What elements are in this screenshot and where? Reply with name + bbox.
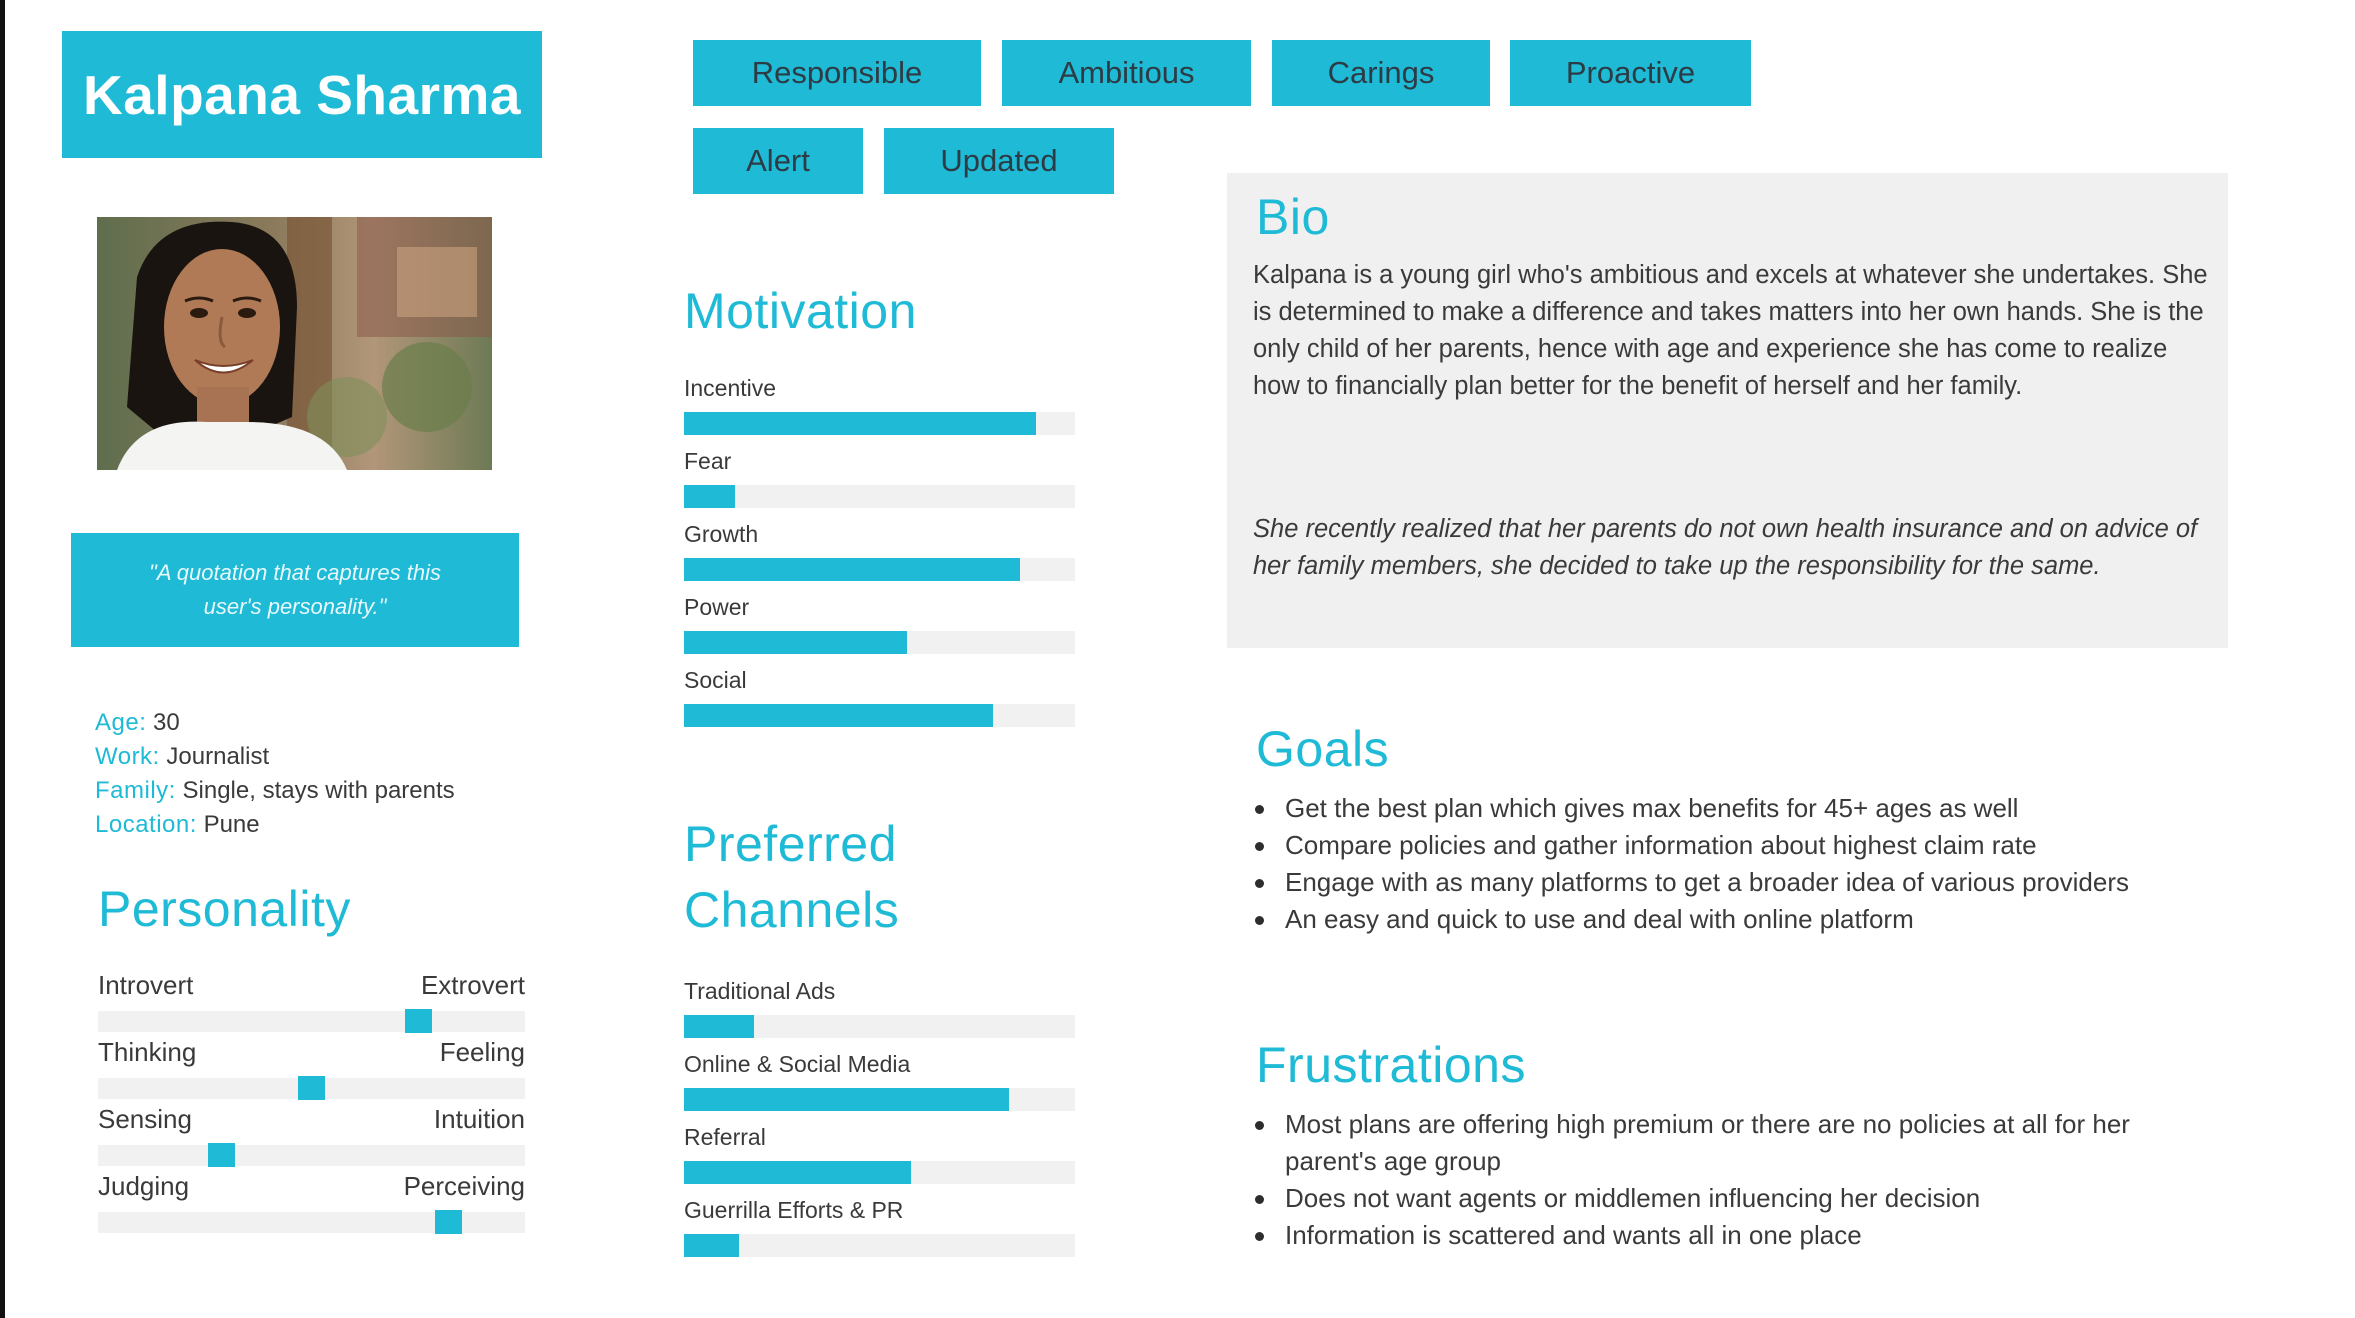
persona-name: Kalpana Sharma (82, 63, 521, 126)
bar-label: Guerrilla Efforts & PR (684, 1197, 904, 1223)
fact-work (95, 740, 535, 774)
fact-key: Work: (95, 743, 160, 770)
channel-item (684, 1197, 1075, 1270)
trait-tag (1002, 40, 1251, 106)
personality-scale (98, 1037, 525, 1104)
fact-value: Journalist (166, 743, 270, 770)
bar-fill (684, 1088, 1009, 1111)
scale-left-label: Thinking (98, 1037, 197, 1067)
bar-fill (684, 1015, 754, 1038)
bio-text: Kalpana is a young girl who's ambitious and excels at whatever she undertakes. She is determined to make a difference and takes matters into her own hands. She is the only child of her parents, hence with age and experience she has come to realize how to financially plan better for the benefit of herself and her family. (1253, 261, 2208, 400)
goal-text: Get the best plan which gives max benefits for 45+ ages as well (1285, 793, 2019, 823)
frustration-text: Does not want agents or middlemen influencing her decision (1285, 1183, 1981, 1213)
motivation-item (684, 448, 1075, 521)
list-item (1253, 1180, 2183, 1217)
portrait-image (97, 217, 492, 470)
fact-key: Location: (95, 811, 197, 838)
bullet-icon (1255, 1121, 1264, 1130)
channels-title-line1: Preferred (684, 816, 897, 872)
bar-track (684, 704, 1075, 727)
scale-left-label: Sensing (98, 1104, 192, 1134)
scale-marker (298, 1076, 325, 1100)
frustration-text: Most plans are offering high premium or there are no policies at all for her parent's age group (1285, 1109, 2130, 1176)
scale-right-label: Extrovert (420, 970, 525, 1000)
bar-track (684, 412, 1075, 435)
trait-tag (1272, 40, 1490, 106)
bar-fill (684, 631, 907, 654)
fact-value: Pune (203, 811, 260, 838)
bio-title: Bio (1256, 189, 1330, 245)
list-item (1253, 901, 2213, 938)
personality-scale (98, 1171, 525, 1238)
motivation-item (684, 521, 1075, 594)
bar-fill (684, 412, 1036, 435)
goal-text: An easy and quick to use and deal with online platform (1285, 904, 1914, 934)
personality-scale (98, 1104, 525, 1171)
bio-italic-text: She recently realized that her parents do not own health insurance and on advice of her family members, she decided to take up the responsibility for the same. (1253, 515, 2198, 580)
scale-left-label: Judging (98, 1171, 190, 1201)
bar-track (684, 1161, 1075, 1184)
bullet-icon (1255, 1232, 1264, 1241)
trait-tag (693, 128, 863, 194)
bar-label: Referral (684, 1124, 766, 1150)
goals-list (1253, 790, 2213, 938)
bar-label: Growth (684, 521, 759, 547)
list-item (1253, 1217, 2183, 1254)
channel-item (684, 1124, 1075, 1197)
bar-track (684, 558, 1075, 581)
bar-fill (684, 704, 993, 727)
trait-label: Ambitious (1058, 55, 1195, 90)
goals-title: Goals (1256, 721, 1390, 777)
motivation-title: Motivation (684, 283, 917, 339)
bar-track (684, 631, 1075, 654)
list-item (1253, 827, 2213, 864)
motivation-item (684, 667, 1075, 740)
bar-track (684, 1015, 1075, 1038)
scale-marker (435, 1210, 462, 1234)
bar-label: Incentive (684, 375, 777, 401)
bar-label: Power (684, 594, 750, 620)
bar-fill (684, 485, 735, 508)
persona-name-banner (62, 31, 542, 158)
bullet-icon (1255, 805, 1264, 814)
trait-label: Alert (746, 143, 810, 178)
goal-text: Engage with as many platforms to get a broader idea of various providers (1285, 867, 2130, 897)
scale-marker (208, 1143, 235, 1167)
personality-scale (98, 970, 525, 1037)
persona-quote-box (71, 533, 519, 647)
fact-value: 30 (153, 709, 180, 736)
fact-location (95, 808, 535, 842)
bar-fill (684, 558, 1020, 581)
frustrations-title: Frustrations (1256, 1037, 1526, 1093)
personality-title: Personality (98, 881, 351, 937)
trait-label: Proactive (1565, 55, 1696, 90)
goal-text: Compare policies and gather information about highest claim rate (1285, 830, 2037, 860)
scale-track (98, 1145, 525, 1166)
bullet-icon (1255, 916, 1264, 925)
persona-photo (97, 217, 492, 470)
persona-quote: "A quotation that captures this user's personality." (149, 560, 441, 619)
bar-track (684, 485, 1075, 508)
fact-value: Single, stays with parents (182, 777, 455, 804)
channels-bars (684, 978, 1075, 1270)
bullet-icon (1255, 879, 1264, 888)
channels-title-line2: Channels (684, 882, 900, 938)
scale-right-label: Intuition (433, 1104, 525, 1134)
bar-label: Traditional Ads (684, 978, 836, 1004)
list-item (1253, 1106, 2183, 1180)
scale-track (98, 1011, 525, 1032)
trait-tag (1510, 40, 1751, 106)
list-item (1253, 864, 2213, 901)
scale-track (98, 1212, 525, 1233)
bar-label: Social (684, 667, 747, 693)
motivation-item (684, 375, 1075, 448)
scale-marker (405, 1009, 432, 1033)
motivation-item (684, 594, 1075, 667)
motivation-bars (684, 375, 1075, 740)
bar-track (684, 1088, 1075, 1111)
trait-tag (693, 40, 981, 106)
bar-fill (684, 1161, 911, 1184)
fact-family (95, 774, 535, 808)
bar-label: Fear (684, 448, 732, 474)
trait-tag (884, 128, 1114, 194)
channel-item (684, 978, 1075, 1051)
trait-label: Responsible (751, 55, 923, 90)
bar-label: Online & Social Media (684, 1051, 911, 1077)
scale-right-label: Perceiving (403, 1171, 525, 1201)
bullet-icon (1255, 842, 1264, 851)
persona-facts (95, 706, 535, 842)
fact-age (95, 706, 535, 740)
trait-label: Carings (1327, 55, 1435, 90)
bullet-icon (1255, 1195, 1264, 1204)
scale-track (98, 1078, 525, 1099)
fact-key: Family: (95, 777, 176, 804)
frustrations-list (1253, 1106, 2183, 1254)
personality-scales (98, 970, 525, 1238)
fact-key: Age: (95, 709, 147, 736)
frustration-text: Information is scattered and wants all in one place (1285, 1220, 1862, 1250)
trait-label: Updated (940, 143, 1058, 178)
scale-left-label: Introvert (98, 970, 194, 1000)
bar-track (684, 1234, 1075, 1257)
left-edge-border (0, 0, 5, 1318)
scale-right-label: Feeling (439, 1037, 525, 1067)
list-item (1253, 790, 2213, 827)
bar-fill (684, 1234, 739, 1257)
channel-item (684, 1051, 1075, 1124)
